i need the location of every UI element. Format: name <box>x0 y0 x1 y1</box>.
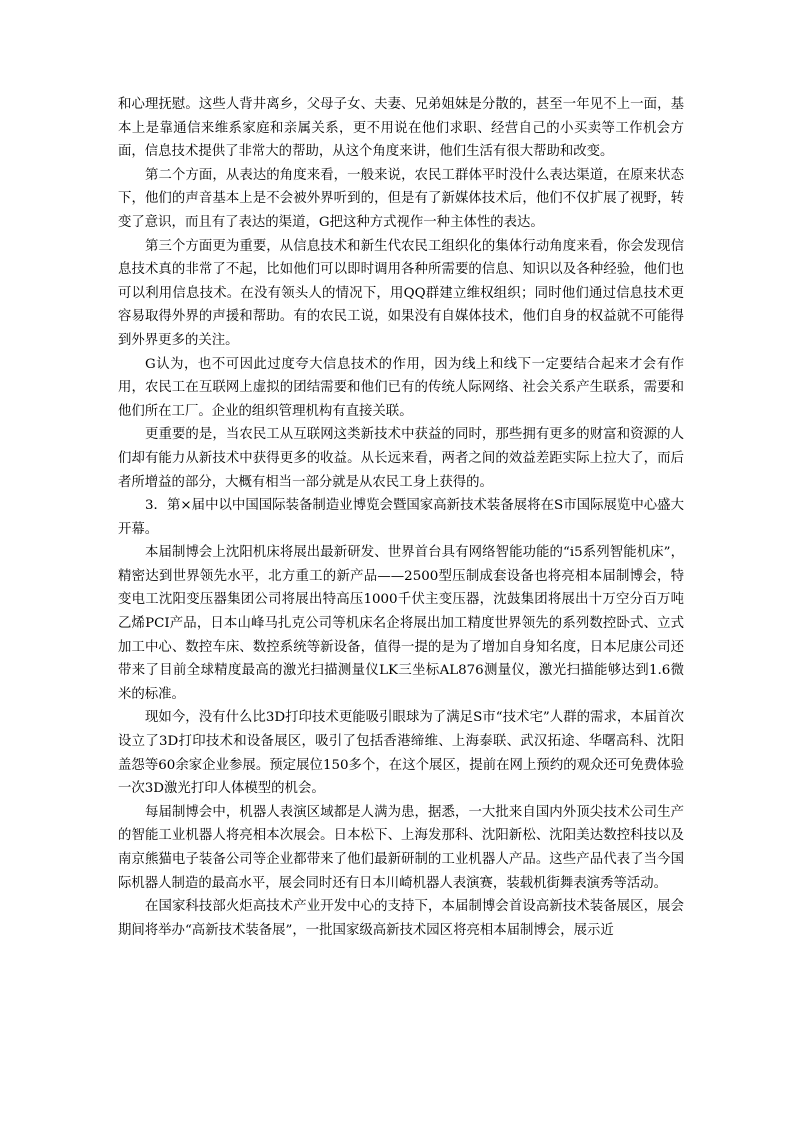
paragraph-1: 和心理抚慰。这些人背井离乡，父母子女、夫妻、兄弟姐妹是分散的，甚至一年见不上一面，基本上是靠通信来维系家庭和亲属关系，更不用说在他们求职、经营自己的小买卖等工作机会方面，信息技术提供了非常大的帮助，从这个角度来讲，他们生活有很大帮助和改变。 <box>118 97 684 160</box>
paragraph-2: 第二个方面，从表达的角度来看，一般来说，农民工群体平时没什么表达渠道，在原来状态下，他们的声音基本上是不会被外界听到的，但是有了新媒体技术后，他们不仅扩展了视野，转变了意识，而且有了表达的渠道，G把这种方式视作一种主体性的表达。 <box>118 167 684 230</box>
paragraph-7: 本届制博会上沈阳机床将展出最新研发、世界首台具有网络智能功能的“i5系列智能机床”，精密达到世界领先水平，北方重工的新产品——2500型压制成套设备也将亮相本届制博会，特变电工沈阳变压器集团公司将展出特高压1000千伏主变压器，沈鼓集团将展出十万空分百万吨乙烯PCI产品，日本山峰马扎克公司等机床名企将展出加工精度世界领先的系列数控卧式、立式加工中心、数控车床、数控系统等新设备，值得一提的是为了增加自身知名度，日本尼康公司还带来了目前全球精度最高的激光扫描测量仪LK三坐标AL876测量仪，激光扫描能够达到1.6微米的标准。 <box>118 545 684 702</box>
paragraph-8: 现如今，没有什么比3D打印技术更能吸引眼球为了满足S市“技术宅”人群的需求，本届首次设立了3D打印技术和设备展区，吸引了包括香港缔维、上海泰联、武汉拓途、华曙高科、沈阳盖怨等60余家企业参展。预定展位150多个，在这个展区，提前在网上预约的观众还可免费体验一次3D激光打印人体模型的机会。 <box>118 710 684 797</box>
paragraph-6-heading: 3．第×届中以中国国际装备制造业博览会暨国家高新技术装备展将在S市国际展览中心盛大开幕。 <box>118 498 684 537</box>
document-page <box>118 93 684 942</box>
paragraph-10: 在国家科技部火炬高技术产业开发中心的支持下，本届制博会首设高新技术装备展区，展会期间将举办“高新技术装备展”，一批国家级高新技术园区将亮相本届制博会，展示近 <box>118 899 684 938</box>
paragraph-9: 每届制博会中，机器人表演区域都是人满为患，据悉，一大批来自国内外顶尖技术公司生产的智能工业机器人将亮相本次展会。日本松下、上海发那科、沈阳新松、沈阳美达数控科技以及南京熊猫电子装备公司等企业都带来了他们最新研制的工业机器人产品。这些产品代表了当今国际机器人制造的最高水平，展会同时还有日本川崎机器人表演赛，装载机街舞表演秀等活动。 <box>118 804 684 891</box>
paragraph-4: G认为，也不可因此过度夸大信息技术的作用，因为线上和线下一定要结合起来才会有作用，农民工在互联网上虚拟的团结需要和他们已有的传统人际网络、社会关系产生联系，需要和他们所在工厂。企业的组织管理机构有直接关联。 <box>118 356 684 419</box>
paragraph-5: 更重要的是，当农民工从互联网这类新技术中获益的同时，那些拥有更多的财富和资源的人们却有能力从新技术中获得更多的收益。从长远来看，两者之间的效益差距实际上拉大了，而后者所增益的部分，大概有相当一部分就是从农民工身上获得的。 <box>118 427 684 490</box>
paragraph-3: 第三个方面更为重要，从信息技术和新生代农民工组织化的集体行动角度来看，你会发现信息技术真的非常了不起，比如他们可以即时调用各种所需要的信息、知识以及各种经验，他们也可以利用信息技术。在没有领头人的情况下，用QQ群建立维权组织；同时他们通过信息技术更容易取得外界的声援和帮助。有的农民工说，如果没有自媒体技术，他们自身的权益就不可能得到外界更多的关注。 <box>118 238 684 348</box>
